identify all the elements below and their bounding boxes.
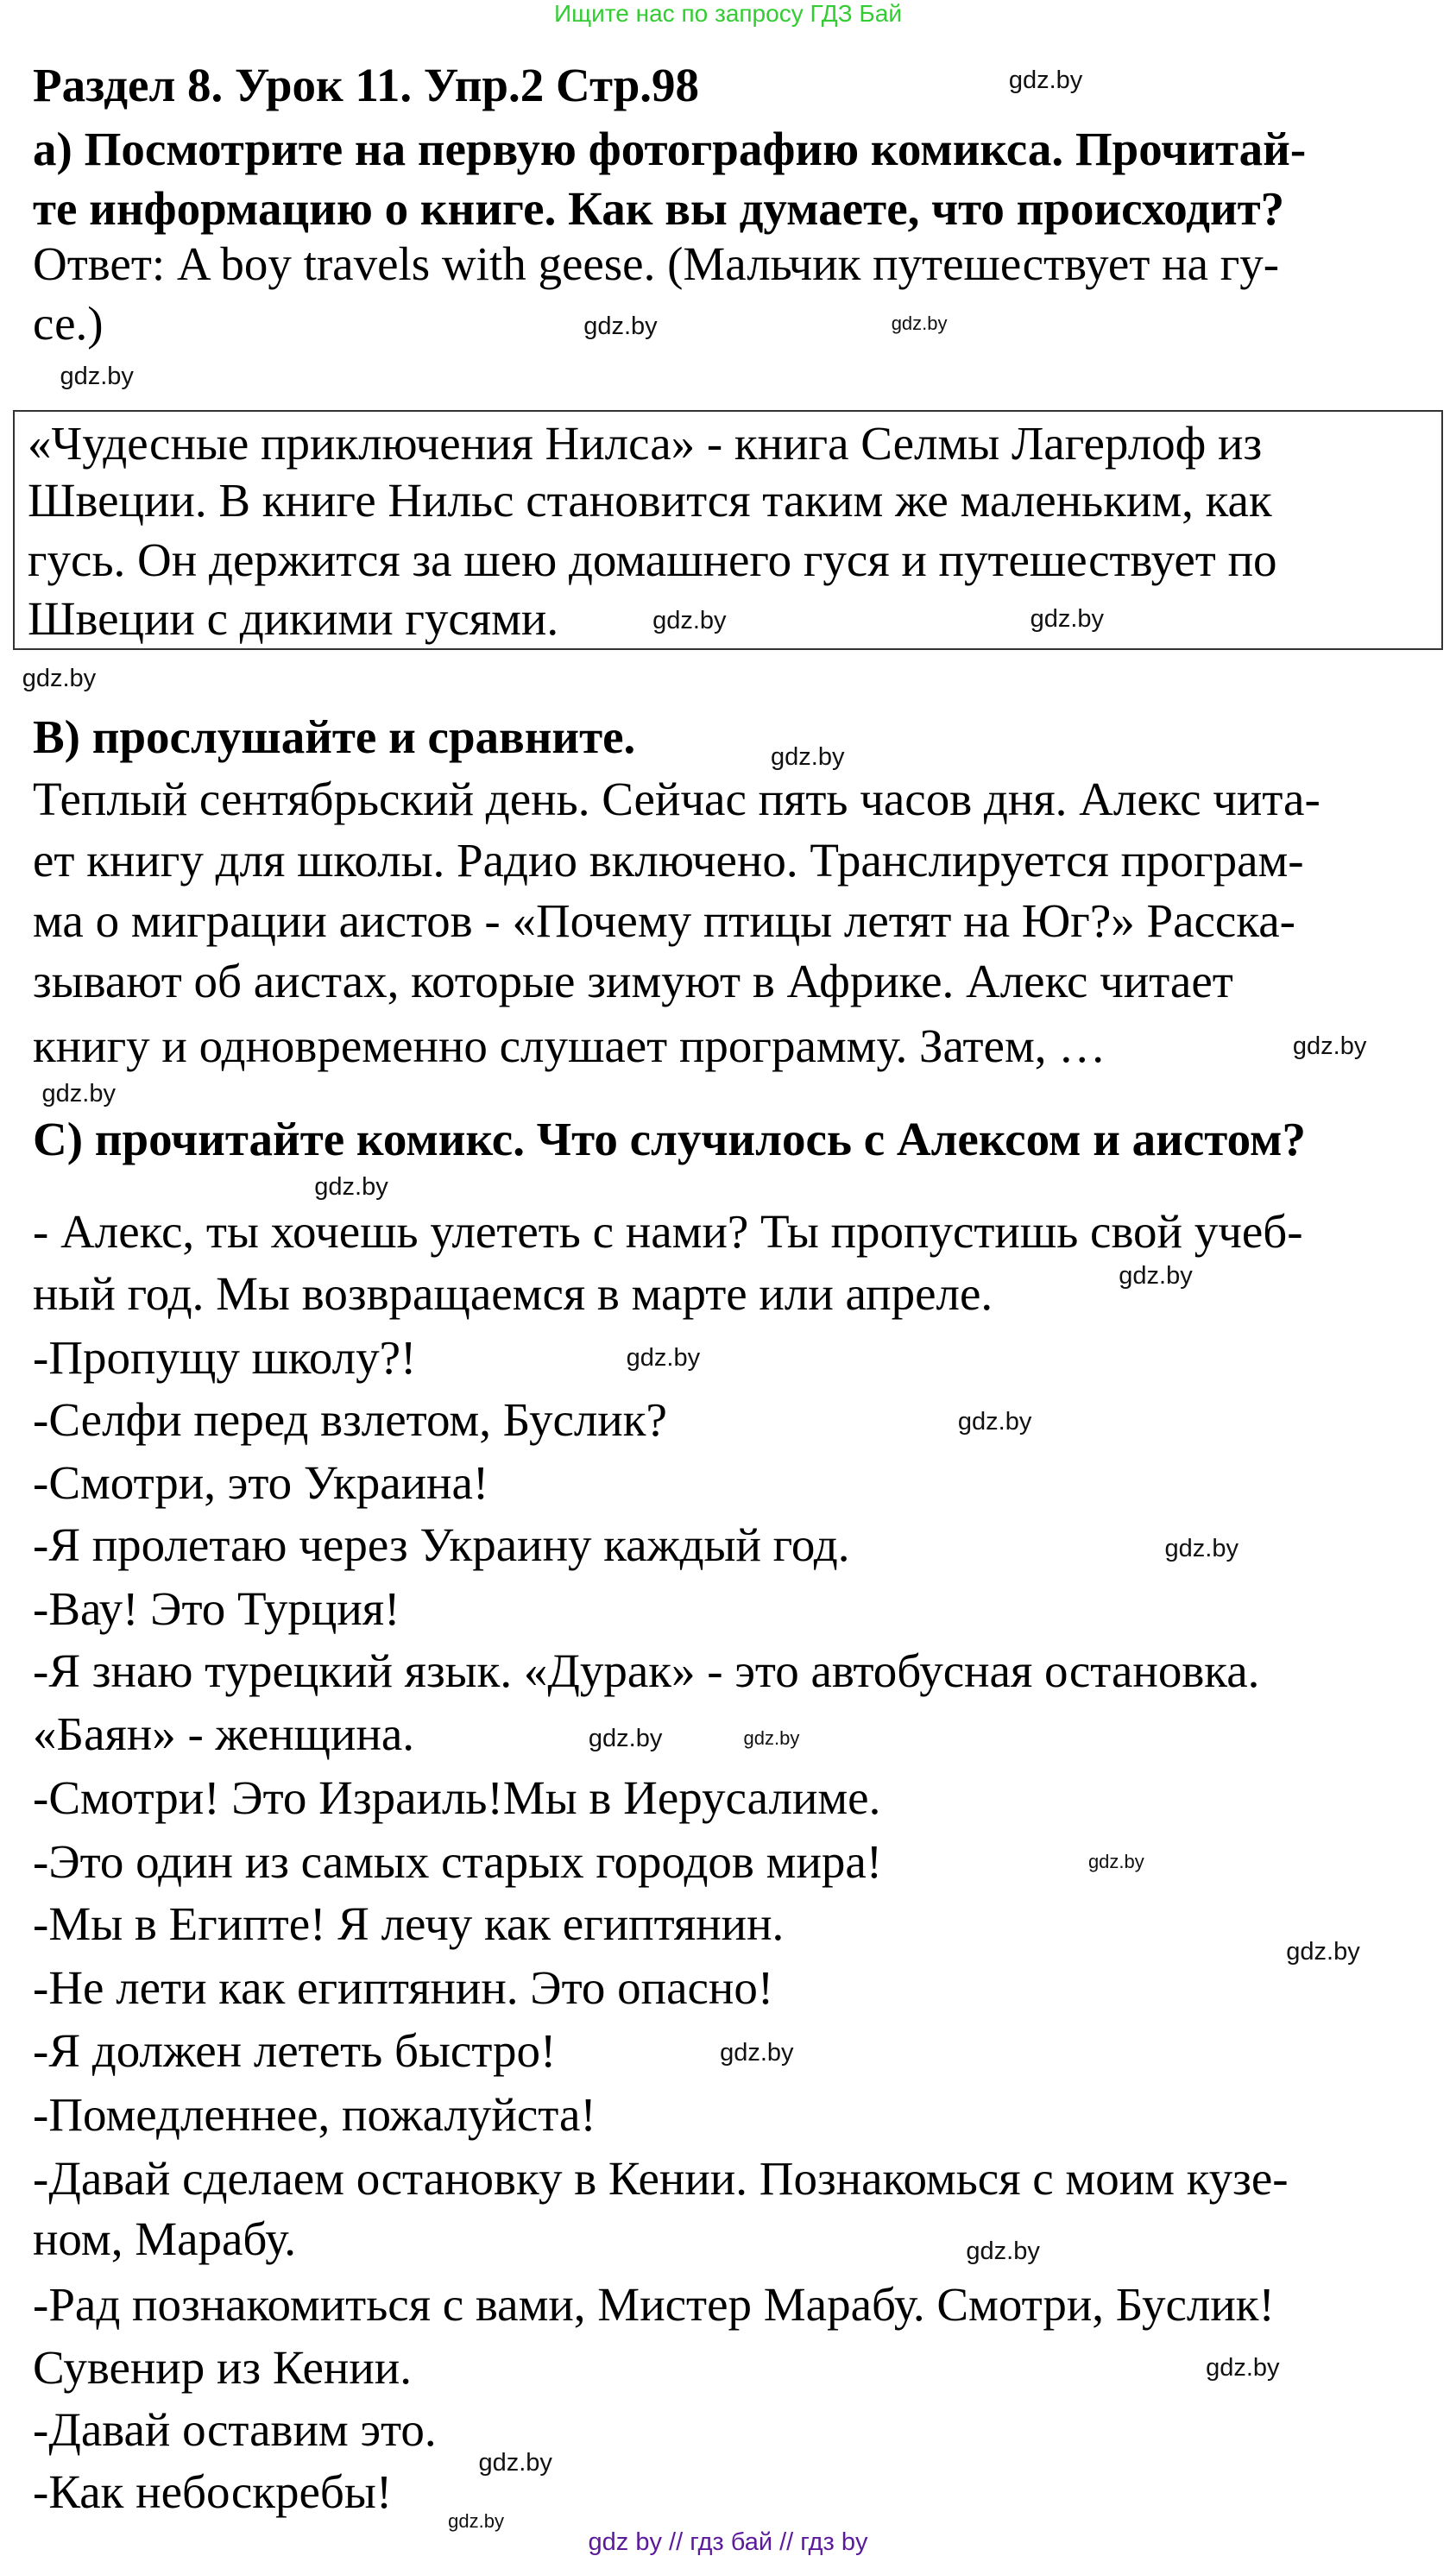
search-hint-banner: Ищите нас по запросу ГДЗ Бай [553, 0, 903, 27]
section-b-line: ет книгу для школы. Радио включено. Транслируется програм- [33, 833, 1304, 887]
comic-dialogue-line: -Пропущу школу?! [33, 1330, 417, 1384]
watermark-text: gdz.by [891, 312, 948, 334]
answer-line: се.) [33, 296, 104, 350]
comic-dialogue-line: -Давай оставим это. [33, 2402, 437, 2456]
comic-dialogue-line: -Смотри, это Украина! [33, 1455, 489, 1509]
footer-watermark: gdz by // гдз бай // гдз by [588, 2528, 868, 2556]
watermark-text: gdz.by [1164, 1534, 1239, 1562]
watermark-text: gdz.by [966, 2237, 1040, 2265]
watermark-text: gdz.by [1206, 2353, 1280, 2382]
comic-dialogue-line: -Я должен лететь быстро! [33, 2023, 557, 2077]
watermark-text: gdz.by [652, 606, 727, 634]
comic-dialogue-line: - Алекс, ты хочешь улететь с нами? Ты пропустишь свой учеб- [33, 1204, 1303, 1258]
comic-dialogue-line: ный год. Мы возвращаемся в марте или апреле. [33, 1266, 993, 1320]
book-info-line: Швеции. В книге Нильс становится таким же маленьким, как [28, 474, 1272, 527]
watermark-text: gdz.by [22, 664, 97, 692]
section-b-title: В) прослушайте и сравните. [33, 710, 636, 763]
watermark-text: gdz.by [41, 1079, 117, 1108]
watermark-text: gdz.by [588, 1725, 663, 1753]
comic-dialogue-line: -Помедленнее, пожалуйста! [33, 2087, 596, 2141]
watermark-text: gdz.by [1087, 1850, 1144, 1872]
watermark-text: gdz.by [1286, 1938, 1360, 1966]
comic-dialogue-line: -Давай сделаем остановку в Кении. Познакомься с моим кузе- [33, 2151, 1289, 2205]
watermark-text: gdz.by [60, 362, 134, 390]
watermark-text: gdz.by [448, 2510, 504, 2533]
section-b-line: Теплый сентябрьский день. Сейчас пять часов дня. Алекс чита- [33, 773, 1320, 826]
comic-dialogue-line: -Я знаю турецкий язык. «Дурак» - это автобусная остановка. [33, 1644, 1260, 1698]
book-info-line: гусь. Он держится за шею домашнего гуся и путешествует по [28, 533, 1277, 586]
comic-dialogue-line: -Селфи перед взлетом, Буслик? [33, 1393, 667, 1447]
watermark-text: gdz.by [1292, 1032, 1367, 1060]
comic-dialogue-line: -Мы в Египте! Я лечу как египтянин. [33, 1897, 785, 1951]
page-title: Раздел 8. Урок 11. Упр.2 Стр.98 [33, 58, 700, 111]
watermark-text: gdz.by [314, 1173, 388, 1202]
comic-dialogue-line: -Рад познакомиться с вами, Мистер Марабу. Смотри, Буслик! [33, 2278, 1275, 2332]
section-b-line: ма о миграции аистов - «Почему птицы летят на Юг?» Расска- [33, 894, 1295, 948]
watermark-text: gdz.by [1119, 1261, 1193, 1290]
section-b-line: книгу и одновременно слушает программу. Затем, … [33, 1019, 1106, 1072]
watermark-text: gdz.by [957, 1408, 1032, 1436]
comic-dialogue-line: «Баян» - женщина. [33, 1707, 415, 1760]
watermark-text: gdz.by [720, 2038, 794, 2067]
comic-dialogue-line: -Я пролетаю через Украину каждый год. [33, 1518, 850, 1571]
comic-dialogue-line: Сувенир из Кении. [33, 2340, 412, 2394]
comic-dialogue-line: -Не лети как египтянин. Это опасно! [33, 1961, 774, 2015]
comic-dialogue-line: ном, Марабу. [33, 2212, 297, 2266]
comic-dialogue-line: -Как небоскребы! [33, 2465, 393, 2519]
answer-line: Ответ: A boy travels with geese. (Мальчик путешествует на гу- [33, 237, 1280, 291]
watermark-text: gdz.by [626, 1343, 701, 1372]
watermark-text: gdz.by [1008, 66, 1083, 95]
question-a-line: а) Посмотрите на первую фотографию комикса. Прочитай- [33, 123, 1307, 176]
section-c-title: С) прочитайте комикс. Что случилось с Алексом и аистом? [33, 1112, 1306, 1165]
watermark-text: gdz.by [743, 1727, 800, 1750]
section-b-line: зывают об аистах, которые зимуют в Африке. Алекс читает [33, 955, 1233, 1008]
book-info-line: Швеции с дикими гусями. [28, 592, 559, 646]
comic-dialogue-line: -Это один из самых старых городов мира! [33, 1834, 883, 1888]
question-a-line: те информацию о книге. Как вы думаете, что происходит? [33, 181, 1285, 235]
comic-dialogue-line: -Смотри! Это Израиль!Мы в Иерусалиме. [33, 1770, 881, 1824]
watermark-text: gdz.by [771, 742, 845, 771]
watermark-text: gdz.by [478, 2449, 552, 2477]
comic-dialogue-line: -Вау! Это Турция! [33, 1581, 400, 1635]
book-info-line: «Чудесные приключения Нилса» - книга Селмы Лагерлоф из [28, 416, 1263, 470]
watermark-text: gdz.by [1030, 605, 1105, 634]
watermark-text: gdz.by [583, 312, 658, 341]
